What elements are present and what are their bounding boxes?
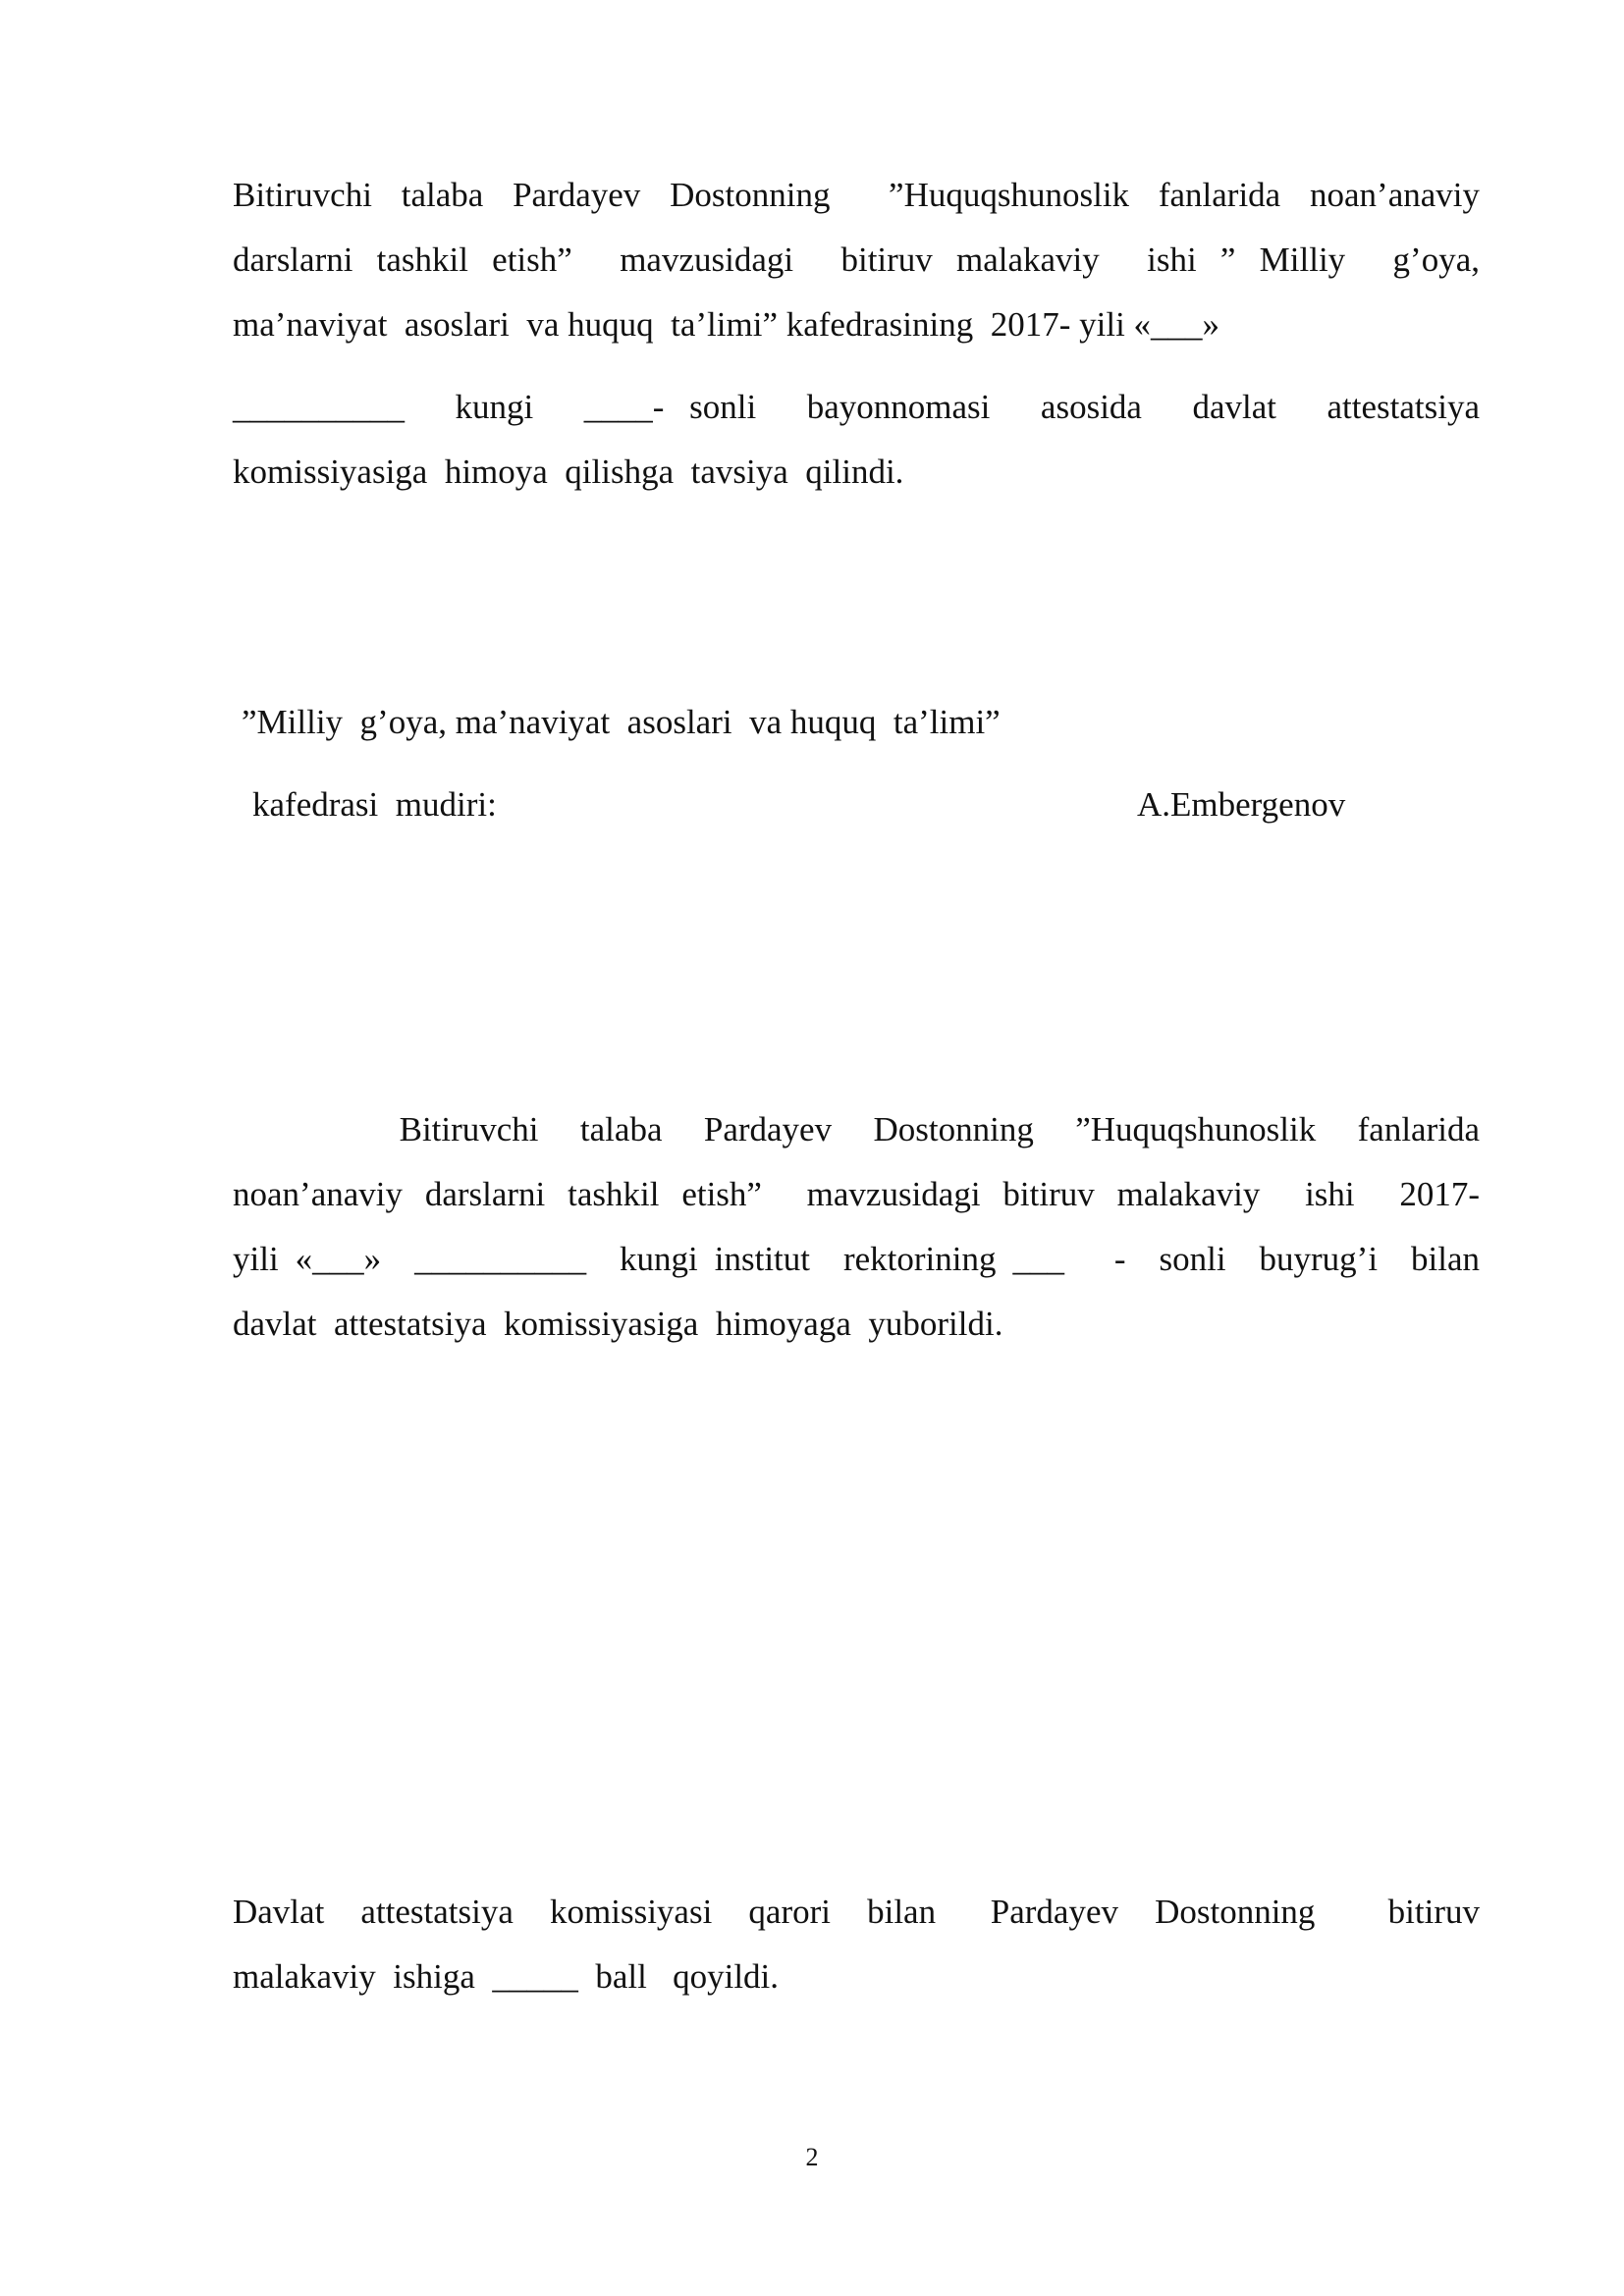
page-number: 2 bbox=[805, 2143, 819, 2171]
grading-paragraph bbox=[233, 1880, 1480, 2009]
paragraph-line: darslarni tashkil etish” mavzusidagi bitiruv malakaviy ishi ” Milliy g’oya, bbox=[233, 240, 1480, 279]
paragraph-line: komissiyasiga himoya qilishga tavsiya qilindi. bbox=[233, 453, 904, 491]
department-title: ”Milliy g’oya, ma’naviyat asoslari va huquq ta’limi” bbox=[242, 703, 1001, 741]
paragraph-line: ma’naviyat asoslari va huquq ta’limi” kafedrasining 2017- yili «___» bbox=[233, 305, 1220, 344]
paragraph-line: yili «___» __________ kungi institut rektorining ___ - sonli buyrug’i bilan bbox=[233, 1240, 1480, 1278]
paragraph-line: davlat attestatsiya komissiyasiga himoyaga yuborildi. bbox=[233, 1305, 1003, 1343]
signatory-role: kafedrasi mudiri: bbox=[252, 785, 497, 824]
paragraph-line: __________ kungi ____- sonli bayonnomasi asosida davlat attestatsiya bbox=[233, 388, 1480, 426]
submission-paragraph bbox=[233, 1097, 1480, 1357]
paragraph-line: Bitiruvchi talaba Pardayev Dostonning ”Huquqshunoslik fanlarida noan’anaviy bbox=[233, 176, 1480, 214]
recommendation-paragraph bbox=[233, 163, 1480, 505]
paragraph-line: malakaviy ishiga _____ ball qoyildi. bbox=[233, 1957, 780, 1996]
signatory-name: A.Embergenov bbox=[1137, 785, 1346, 824]
paragraph-line: Bitiruvchi talaba Pardayev Dostonning ”Huquqshunoslik fanlarida bbox=[233, 1110, 1480, 1148]
paragraph-line: Davlat attestatsiya komissiyasi qarori bilan Pardayev Dostonning bitiruv bbox=[233, 1893, 1480, 1931]
paragraph-line: noan’anaviy darslarni tashkil etish” mavzusidagi bitiruv malakaviy ishi 2017- bbox=[233, 1175, 1480, 1213]
